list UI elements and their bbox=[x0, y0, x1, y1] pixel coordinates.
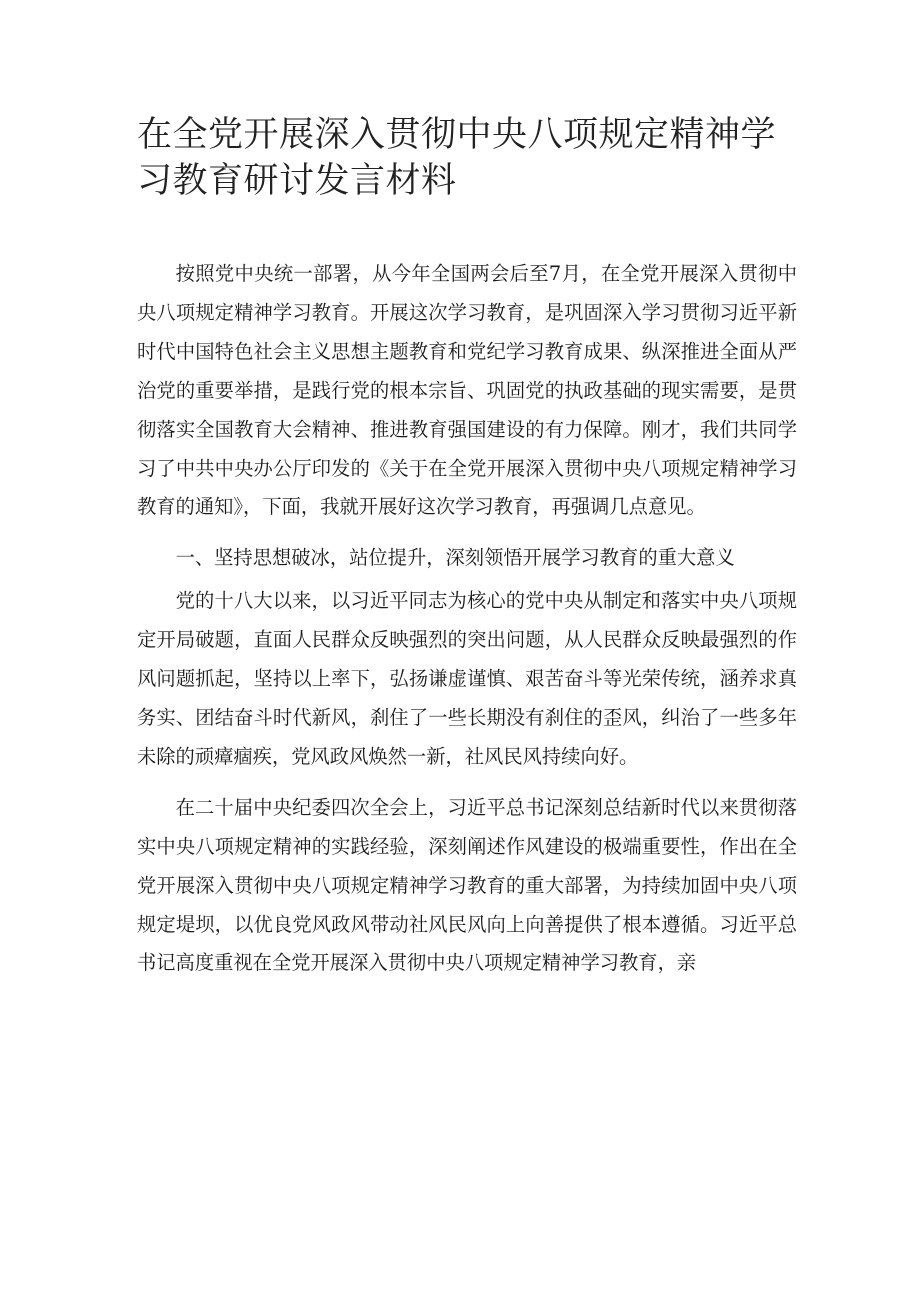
document-title: 在全党开展深入贯彻中央八项规定精神学习教育研讨发言材料 bbox=[137, 115, 777, 201]
document-body bbox=[137, 255, 797, 995]
paragraph-intro: 按照党中央统一部署，从今年全国两会后至7月，在全党开展深入贯彻中央八项规定精神学习教育。开展这次学习教育，是巩固深入学习贯彻习近平新时代中国特色社会主义思想主题教育和党纪学习教育成果、纵深推进全面从严治党的重要举措，是践行党的根本宗旨、巩固党的执政基础的现实需要，是贯彻落实全国教育大会精神、推进教育强国建设的有力保障。刚才，我们共同学习了中共中央办公厅印发的《关于在全党开展深入贯彻中央八项规定精神学习教育的通知》，下面，我就开展好这次学习教育，再强调几点意见。 bbox=[137, 262, 797, 519]
section-heading-1: 一、坚持思想破冰，站位提升，深刻领悟开展学习教育的重大意义 bbox=[175, 546, 735, 570]
paragraph-plenary: 在二十届中央纪委四次全会上，习近平总书记深刻总结新时代以来贯彻落实中央八项规定精神的实践经验，深刻阐述作风建设的极端重要性，作出在全党开展深入贯彻中央八项规定精神学习教育的重大部署，为持续加固中央八项规定堤坝，以优良党风政风带动社风民风向上向善提供了根本遵循。习近平总书记高度重视在全党开展深入贯彻中央八项规定精神学习教育，亲 bbox=[137, 795, 797, 975]
paragraph-achievements: 党的十八大以来，以习近平同志为核心的党中央从制定和落实中央八项规定开局破题，直面人民群众反映强烈的突出问题，从人民群众反映最强烈的作风问题抓起，坚持以上率下，弘扬谦虚谨慎、艰苦奋斗等光荣传统，涵养求真务实、团结奋斗时代新风，刹住了一些长期没有刹住的歪风，纠治了一些多年未除的顽瘴痼疾，党风政风焕然一新，社风民风持续向好。 bbox=[137, 589, 797, 768]
